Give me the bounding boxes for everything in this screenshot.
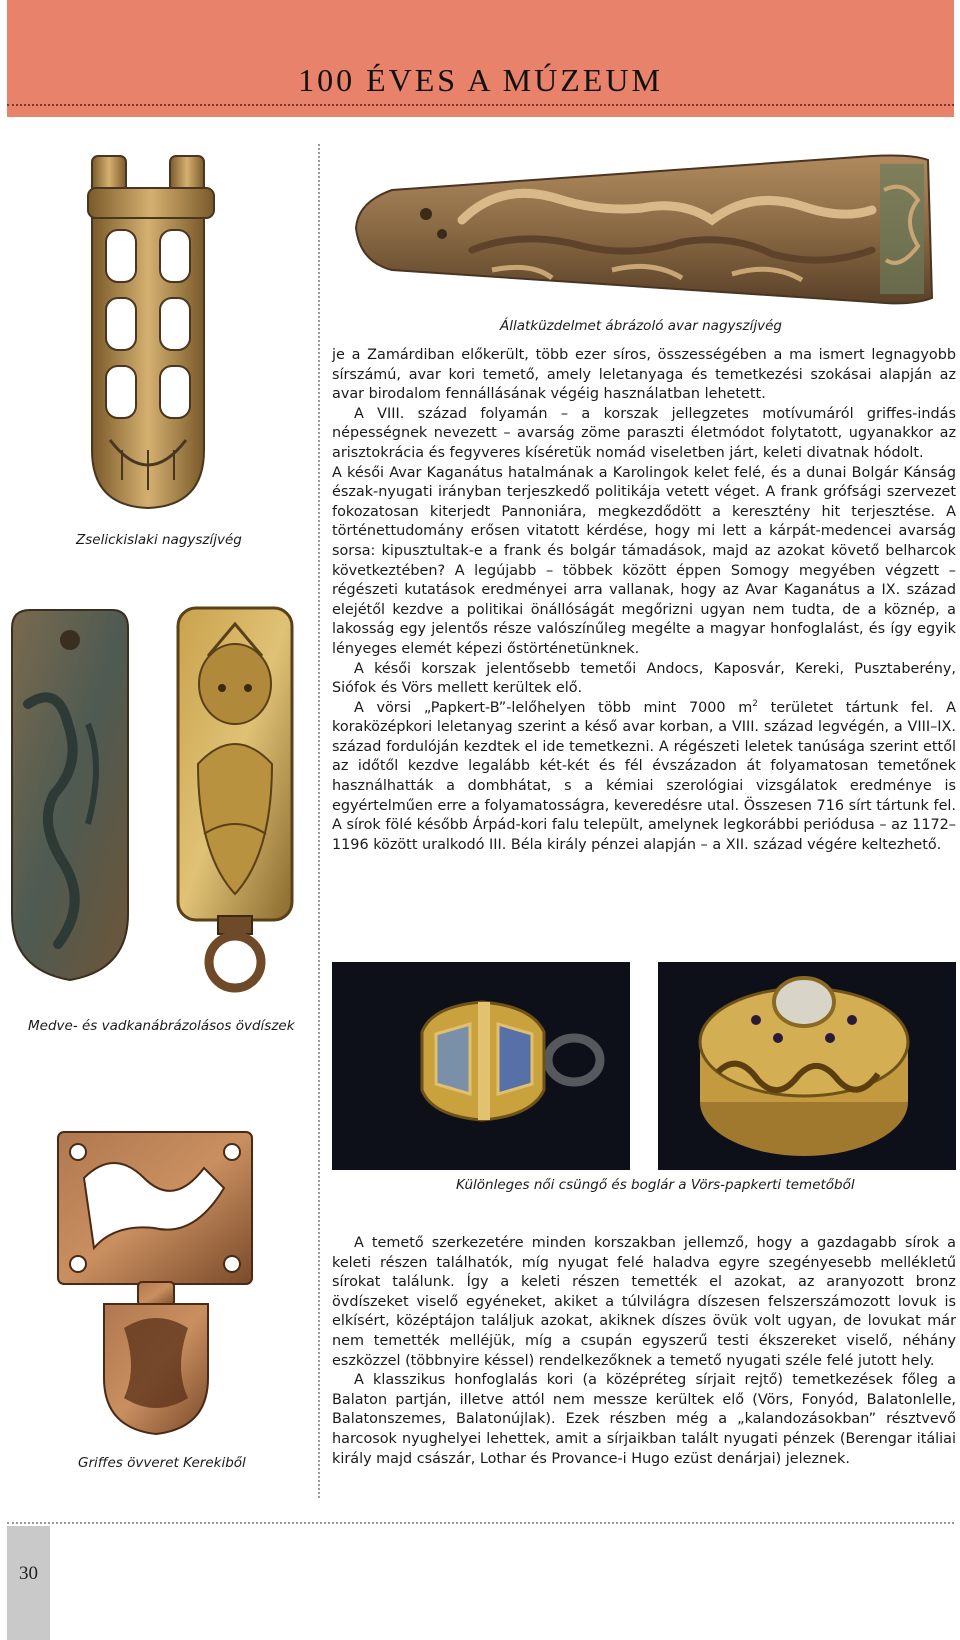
paragraph: A klasszikus honfoglalás kori (a középréteg sírjait rejtő) temetkezések főleg a Balaton partján, illetve attól nem messze kerültek elő (Vörs, Fonyód, Balatonlelle, Balatonszemes, Balatonújlak). Ezek részben még a „kalandozásokban” résztvevő harcosok nyughelyei lehettek, amit a sírjaikban talált nyugati pénzek (Berengar itáliai király majd császár, Lothar és Provance-i Hugo ezüst denárjai) jeleznek.: [332, 1372, 956, 1467]
article-text-lower: [332, 1234, 956, 1469]
column-divider: [318, 144, 320, 1498]
paragraph: je a Zamárdiban előkerült, több ezer síros, összességében a ma ismert legnagyobb sírszámú, avar kori temető, amely leletanyaga és temetkezési szokásai alapján az avar birodalom fennállásának végéig használatban lehetett.: [332, 347, 956, 403]
paragraph: A temető szerkezetére minden korszakban jellemző, hogy a gazdagabb sírok a keleti részen találhatók, míg nyugat felé haladva egyre szegényesebb mellékletű sírokat találunk. Így a keleti részen temették el azokat, az aranyozott bronz övdíszeket viselő egyéneket, akiket a túlvilágra díszesen felszerszámozott lovuk is elkísért, középtájon találjuk azokat, akiknek díszes övük volt ugyan, de lovukat már nem temették melléjük, míg a csupán egyszerű testi ékszereket viselő, néhány eszközzel (többnyire késsel) rendelkezőknek a temető nyugati széle felé jutott hely.: [332, 1235, 956, 1369]
griffin-buckle-photo: [54, 1128, 256, 1438]
brooch-photo: [658, 962, 956, 1170]
footer-divider: [7, 1522, 954, 1524]
caption-pendant-brooch: Különleges női csüngő és boglár a Vörs-papkerti temetőből: [456, 1177, 855, 1193]
paragraph: [332, 699, 956, 856]
zselickislaki-strap-end-photo: [82, 150, 230, 512]
superscript: 2: [752, 698, 758, 709]
animal-fight-strap-end-photo: [352, 150, 934, 312]
text-span: területet tártunk fel. A koraközépkori leletanyag szerint a késő avar korban, a VIII. század legvégén, a VIII–IX. század fordulóján kezdtek el ide temetkezni. A régészeti leletek tanúsága szerint ettől az időtől kezdve legalább két-két és fél évszázadon át folyamatosan temetőnek használhatták a dombhátat, s a kémiai szerológiai vizsgálatok eredménye is egyértelműen erre a folyamatosságra, keveredésre utal. Összesen 716 sírt tártunk fel. A sírok fölé később Árpád-kori falu települt, amelynek legkorábbi periódusa – az 1172–1196 között uralkodó III. Béla király pénzei alapján – a XII. század végére keltezhető.: [332, 699, 956, 853]
paragraph: A késői korszak jelentősebb temetői Andocs, Kaposvár, Kereki, Pusztaberény, Siófok és Vörs mellett kerültek elő.: [332, 660, 956, 697]
paragraph: A késői Avar Kaganátus hatalmának a Karolingok kelet felé, és a dunai Bolgár Kánság észak-nyugati irányban terjeszkedő politikája vetett véget. A frank grófsági szervezet fokozatosan kiterjedt Pannoniára, megkezdődött a keresztény hit terjesztése. A történettudomány erősen vitatott kérdése, hogy mi lett a kárpát-medencei avarság sorsa: kipusztultak-e a frank és bolgár támadások, majd az azokat követő belharcok következtében? A legújabb – többek között éppen Somogy megyében végzett – régészeti kutatások eredményei arra vallanak, hogy az Avar Kaganátus a IX. század elejétől kezdve a politikai önállóságát megőrizni ugyan nem tudta, de a köznép, a lakosság egy jelentős része valószínűleg megélte a magyar honfoglalást, és így egyik lényeges elemét képezi őstörténetünknek.: [332, 464, 956, 657]
caption-animal-fight: Állatküzdelmet ábrázoló avar nagyszíjvég: [500, 318, 782, 334]
page-number: 30: [19, 1563, 38, 1584]
pendant-photo: [332, 962, 630, 1170]
caption-griffin-buckle: Griffes övveret Kerekiből: [78, 1455, 246, 1471]
caption-bear-boar: Medve- és vadkanábrázolásos övdíszek: [28, 1018, 295, 1034]
paragraph: A VIII. század folyamán – a korszak jellegzetes motívumáról griffes-indás népességnek nevezett – avarság zöme paraszti életmódot folytatott, ugyanakkor az arisztokrácia és fegyveres kíséretük nomád viseletben járt, keleti divatnak hódolt.: [332, 405, 956, 461]
bear-boar-belt-ornaments-photo: [8, 604, 298, 998]
header-band: [7, 0, 954, 117]
caption-zselickislaki: Zselickislaki nagyszíjvég: [76, 532, 242, 548]
text-span: A vörsi „Papkert-B”-lelőhelyen több mint 7000 m: [354, 699, 753, 716]
page-title: 100 ÉVES A MÚZEUM: [298, 62, 663, 98]
article-text-upper: [332, 346, 956, 855]
header-divider: [7, 104, 954, 106]
